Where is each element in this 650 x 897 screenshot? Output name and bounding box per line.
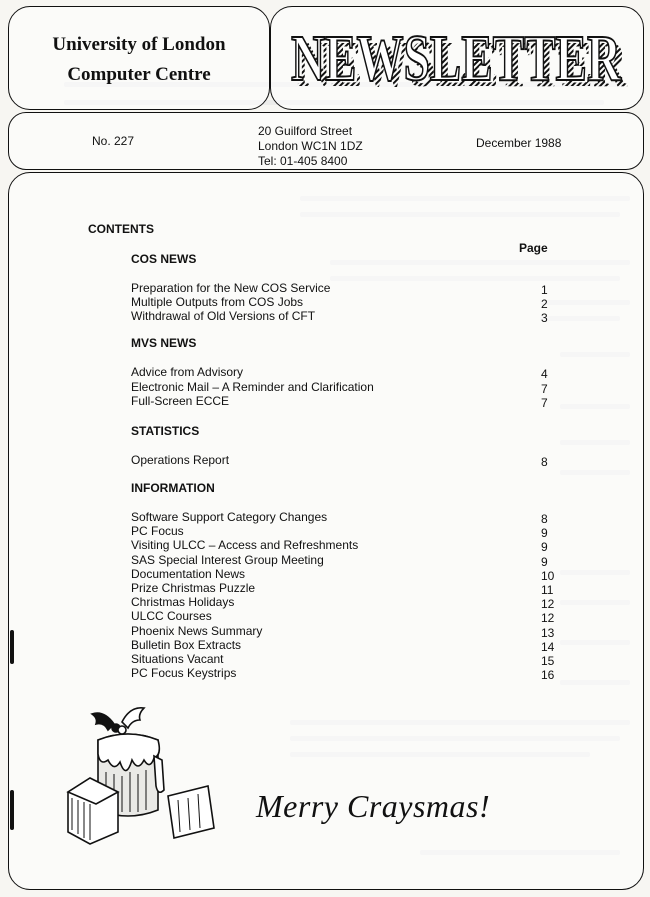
contents-entry[interactable] bbox=[131, 652, 555, 668]
contents-entry[interactable] bbox=[131, 637, 555, 654]
newsletter-masthead bbox=[282, 18, 634, 100]
address-block bbox=[258, 124, 363, 169]
entry-page-number: 12 bbox=[541, 611, 555, 626]
entry-title: Software Support Category Changes bbox=[131, 510, 328, 524]
entry-page-number: 9 bbox=[541, 526, 548, 541]
entry-title: Full-Screen ECCE bbox=[131, 394, 230, 408]
organization-name bbox=[8, 30, 270, 90]
contents-entry[interactable] bbox=[131, 609, 555, 626]
section-heading: MVS NEWS bbox=[131, 336, 197, 350]
address-phone: Tel: 01-405 8400 bbox=[258, 154, 348, 168]
greeting-text: Merry Craysmas! bbox=[256, 788, 491, 824]
entry-title: Preparation for the New COS Service bbox=[131, 281, 331, 295]
address-city: London WC1N 1DZ bbox=[258, 139, 363, 153]
contents-entry[interactable] bbox=[131, 309, 551, 323]
entry-page-number: 16 bbox=[541, 668, 555, 683]
entry-title: ULCC Courses bbox=[131, 609, 212, 624]
entry-page-number: 7 bbox=[541, 396, 548, 410]
entry-page-number: 4 bbox=[541, 367, 548, 381]
entry-title: Withdrawal of Old Versions of CFT bbox=[131, 309, 316, 323]
entry-page-number: 9 bbox=[541, 554, 548, 569]
contents-entry[interactable] bbox=[131, 595, 555, 612]
binding-mark bbox=[10, 630, 14, 664]
binding-mark bbox=[10, 790, 14, 830]
contents-entry[interactable] bbox=[131, 666, 555, 683]
entry-page-number: 9 bbox=[541, 540, 548, 555]
entry-title: Bulletin Box Extracts bbox=[131, 637, 242, 652]
entry-title: Visiting ULCC – Access and Refreshments bbox=[131, 538, 359, 553]
entry-title: Electronic Mail – A Reminder and Clarification bbox=[131, 379, 374, 394]
entry-title: Christmas Holidays bbox=[131, 595, 235, 610]
contents-entry[interactable] bbox=[131, 510, 551, 524]
entry-page-number: 3 bbox=[541, 311, 548, 325]
holly-pudding-icon bbox=[58, 700, 248, 845]
entry-title: Operations Report bbox=[131, 453, 230, 467]
contents-entry[interactable] bbox=[131, 581, 554, 597]
masthead-shadow: NEWSLETTER bbox=[297, 28, 628, 100]
entry-page-number: 7 bbox=[541, 381, 548, 396]
entry-page-number: 15 bbox=[541, 654, 555, 668]
section-heading: INFORMATION bbox=[131, 481, 215, 495]
entry-title: PC Focus bbox=[131, 524, 184, 539]
entry-page-number: 12 bbox=[541, 597, 555, 612]
entry-page-number: 14 bbox=[541, 639, 555, 654]
section-heading: COS NEWS bbox=[131, 252, 197, 266]
contents-entry[interactable] bbox=[131, 566, 555, 583]
contents-entry[interactable] bbox=[131, 394, 551, 408]
entry-page-number: 2 bbox=[541, 297, 548, 311]
entry-title: Multiple Outputs from COS Jobs bbox=[131, 295, 304, 309]
entry-title: Phoenix News Summary bbox=[131, 623, 263, 638]
entry-title: Situations Vacant bbox=[131, 652, 224, 666]
contents-entry[interactable] bbox=[131, 453, 551, 467]
issue-number: No. 227 bbox=[92, 134, 135, 148]
entry-page-number: 10 bbox=[541, 568, 555, 583]
masthead-svg bbox=[282, 18, 634, 100]
contents-entry[interactable] bbox=[131, 553, 551, 567]
contents-entry[interactable] bbox=[131, 524, 551, 541]
contents-heading: CONTENTS bbox=[88, 222, 154, 236]
entry-title: PC Focus Keystrips bbox=[131, 666, 237, 681]
contents-entry[interactable] bbox=[131, 281, 551, 295]
contents-entry[interactable] bbox=[131, 295, 551, 309]
entry-page-number: 11 bbox=[541, 583, 554, 597]
entry-title: Advice from Advisory bbox=[131, 365, 244, 379]
issue-date: December 1988 bbox=[476, 136, 562, 150]
pudding-illustration bbox=[58, 700, 248, 845]
page-column-heading: Page bbox=[519, 241, 548, 255]
contents-entry[interactable] bbox=[131, 538, 551, 555]
entry-page-number: 1 bbox=[541, 283, 548, 297]
masthead-title: NEWSLETTER bbox=[291, 22, 622, 95]
organization-line-2: Computer Centre bbox=[67, 64, 211, 85]
section-heading: STATISTICS bbox=[131, 424, 200, 438]
contents-entry[interactable] bbox=[131, 623, 555, 640]
contents-entry[interactable] bbox=[131, 365, 551, 379]
organization-line-1: University of London bbox=[52, 34, 226, 55]
entry-title: Documentation News bbox=[131, 566, 246, 581]
entry-page-number: 8 bbox=[541, 512, 548, 526]
address-street: 20 Guilford Street bbox=[258, 124, 353, 138]
entry-page-number: 8 bbox=[541, 455, 548, 469]
contents-entry[interactable] bbox=[131, 380, 551, 394]
entry-title: Prize Christmas Puzzle bbox=[131, 581, 256, 595]
entry-title: SAS Special Interest Group Meeting bbox=[131, 552, 324, 567]
entry-page-number: 13 bbox=[541, 625, 555, 640]
